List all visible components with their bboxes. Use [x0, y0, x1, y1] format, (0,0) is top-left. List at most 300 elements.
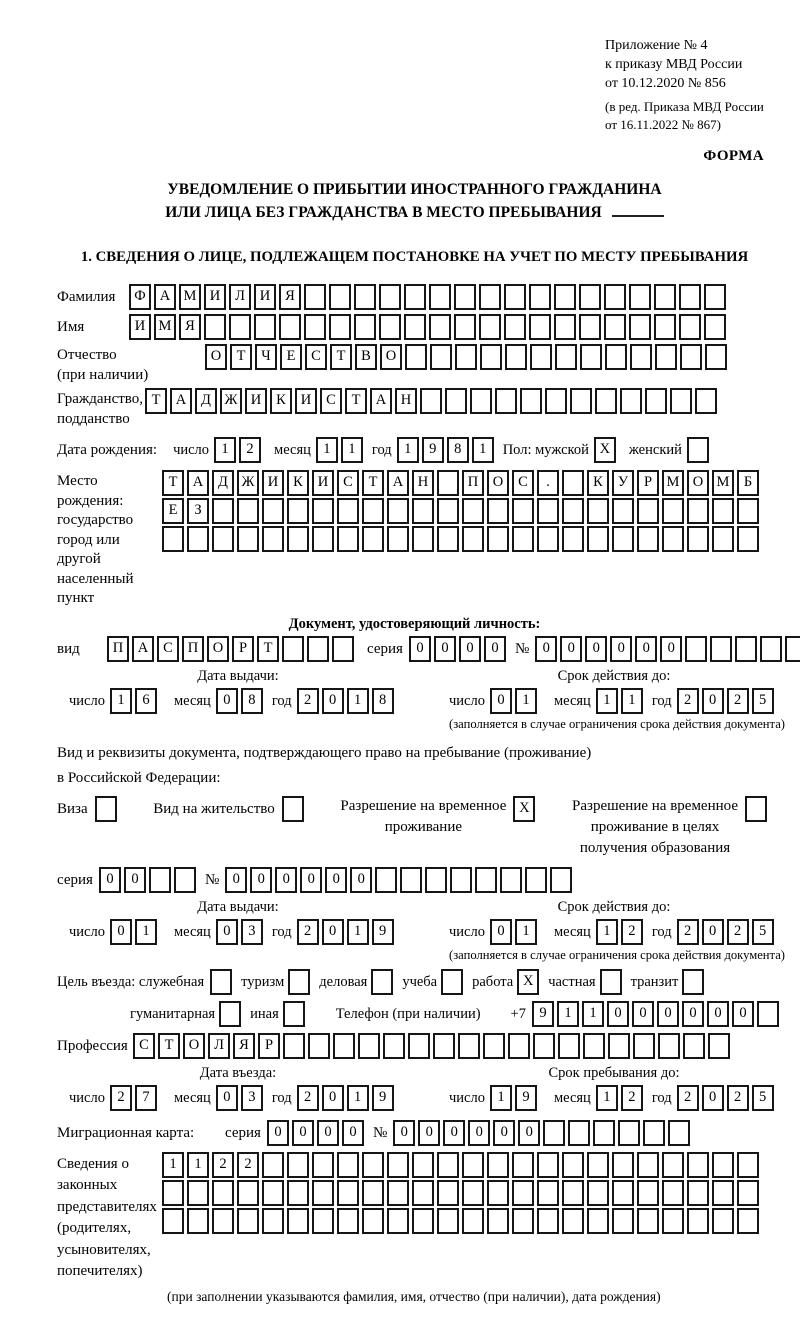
char-box[interactable]: А [132, 636, 154, 662]
char-box[interactable]: А [387, 470, 409, 496]
char-box[interactable]: 1 [596, 1085, 618, 1111]
char-box[interactable]: Т [257, 636, 279, 662]
char-box[interactable]: 9 [422, 437, 444, 463]
char-box[interactable] [604, 284, 626, 310]
char-box[interactable]: 1 [347, 1085, 369, 1111]
char-box[interactable] [437, 498, 459, 524]
char-box[interactable]: 0 [418, 1120, 440, 1146]
char-box[interactable]: Я [179, 314, 201, 340]
char-box[interactable] [437, 526, 459, 552]
char-box[interactable]: Я [279, 284, 301, 310]
char-box[interactable]: 2 [727, 919, 749, 945]
char-box[interactable] [487, 1180, 509, 1206]
char-box[interactable] [362, 1208, 384, 1234]
char-box[interactable] [760, 636, 782, 662]
char-box[interactable] [737, 1180, 759, 1206]
char-box[interactable]: 0 [317, 1120, 339, 1146]
char-box[interactable] [579, 284, 601, 310]
char-box[interactable]: 0 [490, 919, 512, 945]
char-box[interactable] [354, 284, 376, 310]
char-box[interactable] [210, 969, 232, 995]
char-box[interactable]: О [687, 470, 709, 496]
char-box[interactable] [387, 498, 409, 524]
char-box[interactable]: 1 [162, 1152, 184, 1178]
char-box[interactable] [568, 1120, 590, 1146]
char-box[interactable]: Т [158, 1033, 180, 1059]
char-box[interactable]: 5 [752, 1085, 774, 1111]
char-box[interactable]: М [154, 314, 176, 340]
char-box[interactable]: 1 [397, 437, 419, 463]
char-box[interactable] [262, 526, 284, 552]
char-box[interactable] [379, 314, 401, 340]
char-box[interactable]: 0 [560, 636, 582, 662]
char-box[interactable]: 2 [212, 1152, 234, 1178]
char-box[interactable] [204, 314, 226, 340]
char-box[interactable] [430, 344, 452, 370]
char-box[interactable] [187, 526, 209, 552]
char-box[interactable]: 0 [124, 867, 146, 893]
char-box[interactable] [437, 1180, 459, 1206]
char-box[interactable]: К [270, 388, 292, 414]
char-box[interactable] [704, 284, 726, 310]
char-box[interactable] [612, 1152, 634, 1178]
char-box[interactable]: О [207, 636, 229, 662]
char-box[interactable]: 0 [393, 1120, 415, 1146]
char-box[interactable]: Д [212, 470, 234, 496]
char-box[interactable]: К [287, 470, 309, 496]
char-box[interactable]: П [462, 470, 484, 496]
char-box[interactable] [533, 1033, 555, 1059]
char-box[interactable]: О [487, 470, 509, 496]
char-box[interactable]: 0 [607, 1001, 629, 1027]
char-box[interactable] [304, 314, 326, 340]
char-box[interactable] [562, 498, 584, 524]
char-box[interactable] [287, 526, 309, 552]
char-box[interactable] [412, 1180, 434, 1206]
char-box[interactable] [662, 526, 684, 552]
char-box[interactable] [420, 388, 442, 414]
char-box[interactable] [680, 344, 702, 370]
char-box[interactable] [237, 526, 259, 552]
char-box[interactable]: 0 [610, 636, 632, 662]
char-box[interactable]: 0 [660, 636, 682, 662]
char-box[interactable] [304, 284, 326, 310]
char-box[interactable]: Л [229, 284, 251, 310]
char-box[interactable] [587, 1152, 609, 1178]
char-box[interactable] [662, 1152, 684, 1178]
char-box[interactable] [237, 498, 259, 524]
char-box[interactable] [387, 1152, 409, 1178]
char-box[interactable] [362, 498, 384, 524]
char-box[interactable]: Б [737, 470, 759, 496]
char-box[interactable] [375, 867, 397, 893]
char-box[interactable] [479, 314, 501, 340]
char-box[interactable] [737, 526, 759, 552]
char-box[interactable] [429, 314, 451, 340]
char-box[interactable] [705, 344, 727, 370]
char-box[interactable]: 5 [752, 688, 774, 714]
char-box[interactable]: Р [637, 470, 659, 496]
char-box[interactable] [593, 1120, 615, 1146]
char-box[interactable]: П [182, 636, 204, 662]
char-box[interactable] [737, 498, 759, 524]
char-box[interactable]: 1 [341, 437, 363, 463]
char-box[interactable]: 2 [237, 1152, 259, 1178]
char-box[interactable] [412, 498, 434, 524]
char-box[interactable] [412, 1152, 434, 1178]
char-box[interactable] [462, 1208, 484, 1234]
char-box[interactable]: 0 [99, 867, 121, 893]
char-box[interactable] [712, 1152, 734, 1178]
char-box[interactable] [537, 1152, 559, 1178]
char-box[interactable]: 0 [267, 1120, 289, 1146]
char-box[interactable]: Е [280, 344, 302, 370]
char-box[interactable] [687, 1180, 709, 1206]
char-box[interactable] [687, 437, 709, 463]
char-box[interactable] [554, 284, 576, 310]
char-box[interactable]: 1 [557, 1001, 579, 1027]
char-box[interactable] [162, 1208, 184, 1234]
char-box[interactable] [633, 1033, 655, 1059]
char-box[interactable]: 9 [372, 919, 394, 945]
char-box[interactable] [682, 969, 704, 995]
char-box[interactable]: 2 [621, 1085, 643, 1111]
char-box[interactable] [329, 314, 351, 340]
char-box[interactable] [687, 498, 709, 524]
char-box[interactable] [312, 1180, 334, 1206]
char-box[interactable] [637, 498, 659, 524]
char-box[interactable] [282, 796, 304, 822]
char-box[interactable]: Ж [220, 388, 242, 414]
char-box[interactable]: 0 [518, 1120, 540, 1146]
char-box[interactable]: 0 [707, 1001, 729, 1027]
char-box[interactable] [337, 526, 359, 552]
char-box[interactable] [504, 314, 526, 340]
char-box[interactable] [187, 1208, 209, 1234]
char-box[interactable]: 0 [292, 1120, 314, 1146]
char-box[interactable] [505, 344, 527, 370]
char-box[interactable] [558, 1033, 580, 1059]
char-box[interactable] [604, 314, 626, 340]
char-box[interactable]: Т [162, 470, 184, 496]
char-box[interactable]: 0 [275, 867, 297, 893]
char-box[interactable]: Ж [237, 470, 259, 496]
char-box[interactable] [487, 1208, 509, 1234]
char-box[interactable] [337, 1152, 359, 1178]
char-box[interactable]: 0 [300, 867, 322, 893]
char-box[interactable] [543, 1120, 565, 1146]
char-box[interactable]: . [537, 470, 559, 496]
char-box[interactable] [229, 314, 251, 340]
char-box[interactable]: С [320, 388, 342, 414]
char-box[interactable]: М [179, 284, 201, 310]
char-box[interactable] [712, 1180, 734, 1206]
char-box[interactable] [562, 526, 584, 552]
char-box[interactable] [212, 498, 234, 524]
char-box[interactable]: 0 [702, 1085, 724, 1111]
char-box[interactable] [512, 1180, 534, 1206]
char-box[interactable] [379, 284, 401, 310]
char-box[interactable]: 0 [434, 636, 456, 662]
char-box[interactable] [587, 1180, 609, 1206]
char-box[interactable] [587, 498, 609, 524]
char-box[interactable]: В [355, 344, 377, 370]
char-box[interactable] [371, 969, 393, 995]
char-box[interactable]: 0 [216, 919, 238, 945]
char-box[interactable] [554, 314, 576, 340]
char-box[interactable]: П [107, 636, 129, 662]
char-box[interactable]: О [380, 344, 402, 370]
char-box[interactable] [512, 1208, 534, 1234]
char-box[interactable]: 1 [621, 688, 643, 714]
char-box[interactable]: 0 [110, 919, 132, 945]
char-box[interactable] [287, 1208, 309, 1234]
char-box[interactable] [333, 1033, 355, 1059]
char-box[interactable] [237, 1180, 259, 1206]
char-box[interactable]: 0 [322, 688, 344, 714]
char-box[interactable] [637, 1152, 659, 1178]
char-box[interactable]: А [154, 284, 176, 310]
char-box[interactable]: Т [330, 344, 352, 370]
char-box[interactable] [362, 526, 384, 552]
char-box[interactable]: 1 [110, 688, 132, 714]
char-box[interactable] [580, 344, 602, 370]
char-box[interactable] [504, 284, 526, 310]
char-box[interactable]: С [133, 1033, 155, 1059]
char-box[interactable] [562, 470, 584, 496]
char-box[interactable] [562, 1152, 584, 1178]
char-box[interactable] [685, 636, 707, 662]
char-box[interactable] [637, 1180, 659, 1206]
char-box[interactable]: Т [230, 344, 252, 370]
char-box[interactable] [662, 1208, 684, 1234]
char-box[interactable]: 2 [677, 919, 699, 945]
char-box[interactable] [437, 470, 459, 496]
char-box[interactable]: 0 [325, 867, 347, 893]
char-box[interactable] [307, 636, 329, 662]
char-box[interactable]: 0 [250, 867, 272, 893]
char-box[interactable] [212, 1180, 234, 1206]
char-box[interactable] [735, 636, 757, 662]
char-box[interactable]: 0 [702, 919, 724, 945]
char-box[interactable]: 0 [350, 867, 372, 893]
char-box[interactable] [437, 1152, 459, 1178]
char-box[interactable] [500, 867, 522, 893]
char-box[interactable]: К [587, 470, 609, 496]
char-box[interactable]: 0 [484, 636, 506, 662]
char-box[interactable] [645, 388, 667, 414]
char-box[interactable] [629, 284, 651, 310]
char-box[interactable]: 0 [682, 1001, 704, 1027]
char-box[interactable] [149, 867, 171, 893]
char-box[interactable] [437, 1208, 459, 1234]
char-box[interactable]: 9 [372, 1085, 394, 1111]
char-box[interactable] [212, 1208, 234, 1234]
char-box[interactable] [433, 1033, 455, 1059]
char-box[interactable] [162, 1180, 184, 1206]
char-box[interactable]: 0 [443, 1120, 465, 1146]
char-box[interactable] [358, 1033, 380, 1059]
char-box[interactable]: 2 [239, 437, 261, 463]
char-box[interactable] [287, 498, 309, 524]
char-box[interactable] [412, 1208, 434, 1234]
char-box[interactable] [670, 388, 692, 414]
char-box[interactable]: 0 [490, 688, 512, 714]
char-box[interactable]: 0 [459, 636, 481, 662]
char-box[interactable] [262, 498, 284, 524]
char-box[interactable]: 0 [732, 1001, 754, 1027]
char-box[interactable] [695, 388, 717, 414]
char-box[interactable]: Н [412, 470, 434, 496]
char-box[interactable] [587, 1208, 609, 1234]
char-box[interactable] [587, 526, 609, 552]
char-box[interactable] [537, 1180, 559, 1206]
char-box[interactable] [600, 969, 622, 995]
char-box[interactable]: Т [145, 388, 167, 414]
char-box[interactable]: Т [362, 470, 384, 496]
char-box[interactable] [712, 526, 734, 552]
char-box[interactable]: И [204, 284, 226, 310]
char-box[interactable] [620, 388, 642, 414]
char-box[interactable]: 5 [752, 919, 774, 945]
char-box[interactable]: 2 [110, 1085, 132, 1111]
char-box[interactable] [537, 1208, 559, 1234]
char-box[interactable] [583, 1033, 605, 1059]
char-box[interactable]: Т [345, 388, 367, 414]
char-box[interactable] [679, 284, 701, 310]
char-box[interactable] [287, 1152, 309, 1178]
char-box[interactable] [662, 1180, 684, 1206]
char-box[interactable] [757, 1001, 779, 1027]
char-box[interactable] [462, 498, 484, 524]
char-box[interactable]: 0 [702, 688, 724, 714]
char-box[interactable]: X [517, 969, 539, 995]
char-box[interactable] [483, 1033, 505, 1059]
char-box[interactable]: 6 [135, 688, 157, 714]
char-box[interactable] [387, 526, 409, 552]
char-box[interactable] [487, 526, 509, 552]
char-box[interactable] [550, 867, 572, 893]
char-box[interactable] [329, 284, 351, 310]
char-box[interactable]: 1 [347, 919, 369, 945]
char-box[interactable]: 1 [214, 437, 236, 463]
char-box[interactable] [525, 867, 547, 893]
char-box[interactable]: 0 [535, 636, 557, 662]
char-box[interactable]: И [254, 284, 276, 310]
char-box[interactable] [262, 1208, 284, 1234]
char-box[interactable] [445, 388, 467, 414]
char-box[interactable] [712, 498, 734, 524]
char-box[interactable] [408, 1033, 430, 1059]
char-box[interactable]: 2 [727, 1085, 749, 1111]
char-box[interactable] [487, 498, 509, 524]
char-box[interactable]: У [612, 470, 634, 496]
char-box[interactable] [400, 867, 422, 893]
char-box[interactable] [570, 388, 592, 414]
char-box[interactable] [312, 526, 334, 552]
char-box[interactable] [412, 526, 434, 552]
char-box[interactable] [683, 1033, 705, 1059]
char-box[interactable]: 2 [677, 1085, 699, 1111]
char-box[interactable] [479, 284, 501, 310]
char-box[interactable]: 0 [216, 1085, 238, 1111]
char-box[interactable] [404, 314, 426, 340]
char-box[interactable]: 8 [447, 437, 469, 463]
char-box[interactable] [283, 1033, 305, 1059]
char-box[interactable] [612, 526, 634, 552]
char-box[interactable]: 9 [532, 1001, 554, 1027]
char-box[interactable] [462, 526, 484, 552]
char-box[interactable] [637, 1208, 659, 1234]
char-box[interactable] [562, 1180, 584, 1206]
char-box[interactable]: Е [162, 498, 184, 524]
char-box[interactable] [520, 388, 542, 414]
char-box[interactable]: 1 [490, 1085, 512, 1111]
char-box[interactable] [425, 867, 447, 893]
char-box[interactable]: 1 [582, 1001, 604, 1027]
char-box[interactable]: X [513, 796, 535, 822]
char-box[interactable] [612, 1180, 634, 1206]
char-box[interactable] [687, 1208, 709, 1234]
char-box[interactable]: 1 [515, 919, 537, 945]
char-box[interactable] [312, 1208, 334, 1234]
char-box[interactable] [687, 1152, 709, 1178]
char-box[interactable] [262, 1180, 284, 1206]
char-box[interactable]: О [183, 1033, 205, 1059]
char-box[interactable] [555, 344, 577, 370]
char-box[interactable] [429, 284, 451, 310]
char-box[interactable]: 1 [472, 437, 494, 463]
char-box[interactable]: 0 [493, 1120, 515, 1146]
char-box[interactable]: С [512, 470, 534, 496]
char-box[interactable] [383, 1033, 405, 1059]
char-box[interactable] [537, 526, 559, 552]
char-box[interactable] [187, 1180, 209, 1206]
char-box[interactable] [745, 796, 767, 822]
char-box[interactable]: 3 [241, 919, 263, 945]
char-box[interactable]: X [594, 437, 616, 463]
char-box[interactable] [454, 314, 476, 340]
char-box[interactable] [362, 1180, 384, 1206]
char-box[interactable]: 1 [135, 919, 157, 945]
char-box[interactable] [708, 1033, 730, 1059]
char-box[interactable] [405, 344, 427, 370]
char-box[interactable] [785, 636, 800, 662]
char-box[interactable]: 3 [241, 1085, 263, 1111]
char-box[interactable]: 1 [187, 1152, 209, 1178]
char-box[interactable] [605, 344, 627, 370]
char-box[interactable] [737, 1208, 759, 1234]
char-box[interactable] [237, 1208, 259, 1234]
char-box[interactable] [512, 498, 534, 524]
char-box[interactable] [454, 284, 476, 310]
char-box[interactable] [643, 1120, 665, 1146]
char-box[interactable] [529, 284, 551, 310]
char-box[interactable] [95, 796, 117, 822]
char-box[interactable]: Л [208, 1033, 230, 1059]
char-box[interactable]: 0 [342, 1120, 364, 1146]
char-box[interactable]: 7 [135, 1085, 157, 1111]
char-box[interactable]: С [337, 470, 359, 496]
char-box[interactable]: З [187, 498, 209, 524]
char-box[interactable]: 0 [322, 919, 344, 945]
char-box[interactable] [475, 867, 497, 893]
char-box[interactable] [362, 1152, 384, 1178]
char-box[interactable]: 2 [297, 919, 319, 945]
char-box[interactable] [262, 1152, 284, 1178]
char-box[interactable]: А [170, 388, 192, 414]
char-box[interactable] [545, 388, 567, 414]
